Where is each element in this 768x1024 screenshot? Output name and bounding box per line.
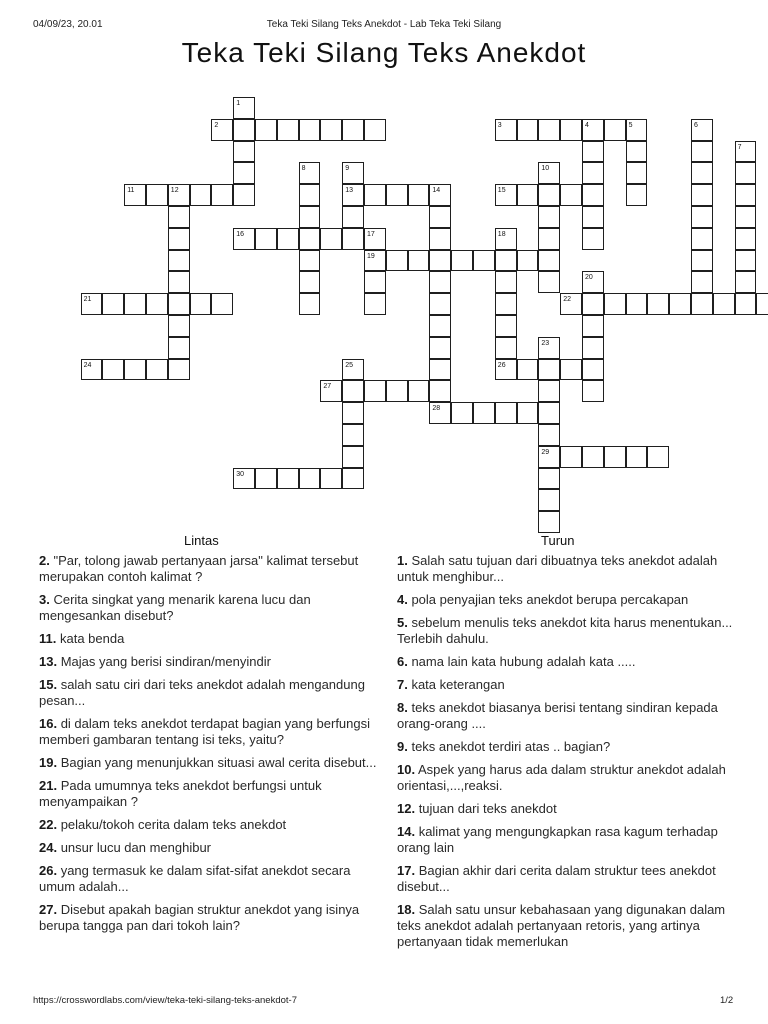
grid-cell[interactable] [735, 271, 757, 293]
down-clue [397, 801, 742, 817]
clue-text: sebelum menulis teks anekdot kita harus menentukan... Terlebih dahulu. [397, 615, 733, 646]
clue-text: yang termasuk ke dalam sifat-sifat anekdot secara umum adalah... [39, 863, 351, 894]
clue-number: 18 [497, 230, 506, 238]
grid-cell[interactable] [538, 206, 560, 228]
clue-number: 21. [39, 778, 58, 793]
clue-number: 16. [39, 716, 58, 731]
grid-cell[interactable] [364, 271, 386, 293]
grid-cell[interactable] [604, 446, 626, 468]
across-clue [39, 553, 379, 585]
down-heading: Turun [541, 533, 575, 548]
clue-number: 26 [497, 361, 506, 369]
clue-number: 6. [397, 654, 408, 669]
clue-number: 11. [39, 631, 57, 646]
grid-cell[interactable] [299, 468, 321, 490]
grid-cell[interactable] [277, 228, 299, 250]
clue-number: 14. [397, 824, 416, 839]
clue-number: 27 [323, 383, 332, 391]
across-clue [39, 902, 379, 934]
grid-cell[interactable] [190, 184, 212, 206]
clue-number: 28 [432, 405, 441, 413]
grid-cell[interactable] [538, 511, 560, 533]
clue-number: 24 [83, 361, 92, 369]
clue-text: Aspek yang harus ada dalam struktur anekdot adalah orientasi,...,reaksi. [397, 762, 726, 793]
grid-cell[interactable] [146, 184, 168, 206]
clue-text: Cerita singkat yang menarik karena lucu dan mengesankan disebut? [39, 592, 311, 623]
grid-cell[interactable] [233, 162, 255, 184]
grid-cell[interactable] [538, 250, 560, 272]
grid-cell[interactable] [299, 293, 321, 315]
grid-cell[interactable] [560, 293, 582, 315]
grid-cell[interactable] [538, 184, 560, 206]
grid-cell[interactable] [451, 402, 473, 424]
clue-text: Disebut apakah bagian struktur anekdot yang isinya berupa tangga pan dari tokoh lain? [39, 902, 360, 933]
grid-cell[interactable] [691, 206, 713, 228]
across-clue [39, 592, 379, 624]
down-clue [397, 863, 742, 895]
across-clue [39, 755, 379, 771]
grid-cell[interactable] [342, 359, 364, 381]
clue-number: 19 [367, 252, 375, 260]
grid-cell[interactable] [146, 359, 168, 381]
across-clue [39, 677, 379, 709]
grid-cell[interactable] [299, 271, 321, 293]
clue-number: 26. [39, 863, 58, 878]
grid-cell[interactable] [342, 162, 364, 184]
grid-cell[interactable] [647, 293, 669, 315]
print-page-title: Teka Teki Silang Teks Anekdot - Lab Teka Teki Silang [266, 19, 502, 30]
grid-cell[interactable] [429, 359, 451, 381]
grid-cell[interactable] [538, 489, 560, 511]
grid-cell[interactable] [735, 293, 757, 315]
grid-cell[interactable] [626, 293, 648, 315]
footer-url: https://crosswordlabs.com/view/teka-teki-silang-teks-anekdot-7 [33, 995, 297, 1006]
grid-cell[interactable] [517, 119, 539, 141]
grid-cell[interactable] [604, 119, 626, 141]
down-clue [397, 615, 742, 647]
grid-cell[interactable] [81, 293, 103, 315]
clue-number: 20 [585, 274, 593, 282]
clue-number: 2. [39, 553, 50, 568]
grid-cell[interactable] [560, 359, 582, 381]
print-datetime: 04/09/23, 20.01 [33, 19, 103, 30]
across-clue [39, 840, 379, 856]
clue-number: 3 [497, 121, 502, 129]
clue-number: 9 [345, 165, 350, 173]
grid-cell[interactable] [538, 271, 560, 293]
clue-text: teks anekdot biasanya berisi tentang sindiran kepada orang-orang .... [397, 700, 718, 731]
down-clue [397, 739, 742, 755]
clue-number: 22 [563, 296, 571, 304]
clue-number: 9. [397, 739, 408, 754]
grid-cell[interactable] [102, 359, 124, 381]
grid-cell[interactable] [538, 446, 560, 468]
grid-cell[interactable] [320, 380, 342, 402]
clue-text: Salah satu unsur kebahasaan yang digunakan dalam teks anekdot adalah pertanyaan retoris, yang artinya pertanyaan tidak memerlukan [397, 902, 726, 949]
grid-cell[interactable] [124, 184, 146, 206]
clue-number: 12. [397, 801, 416, 816]
clue-text: unsur lucu dan menghibur [57, 840, 212, 855]
grid-cell[interactable] [320, 468, 342, 490]
grid-cell[interactable] [495, 250, 517, 272]
grid-cell[interactable] [604, 293, 626, 315]
clue-text: kata benda [56, 631, 125, 646]
grid-cell[interactable] [735, 250, 757, 272]
clue-number: 10. [397, 762, 416, 777]
clue-number: 15 [497, 187, 506, 195]
grid-cell[interactable] [626, 184, 648, 206]
grid-cell[interactable] [233, 184, 255, 206]
clue-text: nama lain kata hubung adalah kata ..... [407, 654, 636, 669]
clue-number: 1 [236, 100, 241, 107]
across-heading: Lintas [184, 533, 219, 548]
clue-text: Bagian yang menunjukkan situasi awal cerita disebut... [57, 755, 377, 770]
clue-text: tujuan dari teks anekdot [415, 801, 557, 816]
across-clue-list [39, 553, 379, 941]
clue-number: 1. [397, 553, 408, 568]
clue-number: 30 [236, 470, 244, 478]
grid-cell[interactable] [255, 468, 277, 490]
footer-page-number: 1/2 [720, 995, 734, 1006]
grid-cell[interactable] [364, 380, 386, 402]
clue-number: 5 [628, 121, 633, 129]
grid-cell[interactable] [647, 446, 669, 468]
grid-cell[interactable] [277, 119, 299, 141]
grid-cell[interactable] [538, 119, 560, 141]
down-clue [397, 902, 742, 950]
clue-text: Bagian akhir dari cerita dalam struktur tees anekdot disebut... [397, 863, 716, 894]
grid-cell[interactable] [429, 271, 451, 293]
down-clue [397, 762, 742, 794]
grid-cell[interactable] [691, 250, 713, 272]
grid-cell[interactable] [538, 359, 560, 381]
clue-text: pola penyajian teks anekdot berupa percakapan [407, 592, 689, 607]
clue-number: 8 [301, 165, 306, 173]
clue-number: 8. [397, 700, 408, 715]
down-clue-list [397, 553, 742, 957]
grid-cell[interactable] [735, 228, 757, 250]
clue-number: 22. [39, 817, 58, 832]
clue-number: 18. [397, 902, 416, 917]
grid-cell[interactable] [429, 293, 451, 315]
grid-cell[interactable] [299, 228, 321, 250]
grid-cell[interactable] [429, 315, 451, 337]
clue-number: 14 [432, 187, 441, 195]
grid-cell[interactable] [429, 184, 451, 206]
grid-cell[interactable] [473, 250, 495, 272]
grid-cell[interactable] [582, 119, 604, 141]
clue-number: 2 [214, 121, 219, 129]
grid-cell[interactable] [211, 119, 233, 141]
grid-cell[interactable] [320, 228, 342, 250]
grid-cell[interactable] [233, 141, 255, 163]
grid-cell[interactable] [560, 184, 582, 206]
clue-text: pelaku/tokoh cerita dalam teks anekdot [57, 817, 287, 832]
grid-cell[interactable] [735, 206, 757, 228]
grid-cell[interactable] [560, 446, 582, 468]
grid-cell[interactable] [691, 141, 713, 163]
grid-cell[interactable] [495, 359, 517, 381]
grid-cell[interactable] [364, 184, 386, 206]
grid-cell[interactable] [364, 250, 386, 272]
grid-cell[interactable] [669, 293, 691, 315]
grid-cell[interactable] [495, 337, 517, 359]
grid-cell[interactable] [386, 380, 408, 402]
grid-cell[interactable] [429, 228, 451, 250]
grid-cell[interactable] [582, 315, 604, 337]
grid-cell[interactable] [538, 468, 560, 490]
grid-cell[interactable] [255, 228, 277, 250]
down-clue [397, 700, 742, 732]
grid-cell[interactable] [582, 359, 604, 381]
clue-text: kalimat yang mengungkapkan rasa kagum terhadap orang lain [397, 824, 718, 855]
clue-number: 23 [541, 339, 550, 347]
grid-cell[interactable] [342, 228, 364, 250]
clue-number: 13. [39, 654, 58, 669]
grid-cell[interactable] [538, 228, 560, 250]
grid-cell[interactable] [124, 359, 146, 381]
grid-cell[interactable] [342, 206, 364, 228]
across-clue [39, 716, 379, 748]
grid-cell[interactable] [626, 141, 648, 163]
grid-cell[interactable] [538, 424, 560, 446]
grid-cell[interactable] [495, 271, 517, 293]
clue-number: 25 [345, 361, 353, 369]
grid-cell[interactable] [299, 250, 321, 272]
grid-cell[interactable] [342, 402, 364, 424]
grid-cell[interactable] [168, 184, 190, 206]
grid-cell[interactable] [168, 315, 190, 337]
grid-cell[interactable] [495, 184, 517, 206]
clue-number: 11 [127, 187, 135, 195]
clue-number: 7 [737, 143, 742, 151]
grid-cell[interactable] [342, 119, 364, 141]
clue-number: 4 [585, 121, 589, 129]
grid-cell[interactable] [408, 380, 430, 402]
clue-number: 7. [397, 677, 408, 692]
grid-cell[interactable] [691, 293, 713, 315]
grid-cell[interactable] [255, 119, 277, 141]
down-clue [397, 592, 742, 608]
grid-cell[interactable] [168, 206, 190, 228]
grid-cell[interactable] [81, 359, 103, 381]
grid-cell[interactable] [233, 97, 255, 119]
grid-cell[interactable] [691, 119, 713, 141]
grid-cell[interactable] [582, 446, 604, 468]
clue-number: 27. [39, 902, 58, 917]
puzzle-title: Teka Teki Silang Teks Anekdot [181, 37, 587, 68]
clue-text: teks anekdot terdiri atas .. bagian? [407, 739, 611, 754]
grid-cell[interactable] [364, 228, 386, 250]
clue-text: salah satu ciri dari teks anekdot adalah mengandung pesan... [39, 677, 365, 708]
grid-cell[interactable] [168, 250, 190, 272]
clue-number: 17 [367, 230, 375, 238]
grid-cell[interactable] [538, 380, 560, 402]
clue-number: 5. [397, 615, 408, 630]
grid-cell[interactable] [429, 250, 451, 272]
grid-cell[interactable] [495, 315, 517, 337]
grid-cell[interactable] [713, 293, 735, 315]
grid-cell[interactable] [146, 293, 168, 315]
clue-number: 24. [39, 840, 58, 855]
grid-cell[interactable] [582, 184, 604, 206]
grid-cell[interactable] [517, 250, 539, 272]
grid-cell[interactable] [517, 359, 539, 381]
grid-cell[interactable] [473, 402, 495, 424]
grid-cell[interactable] [735, 184, 757, 206]
across-clue [39, 817, 379, 833]
grid-cell[interactable] [386, 184, 408, 206]
grid-cell[interactable] [451, 250, 473, 272]
clue-number: 29 [541, 448, 550, 456]
clue-number: 17. [397, 863, 416, 878]
grid-cell[interactable] [582, 337, 604, 359]
grid-cell[interactable] [299, 206, 321, 228]
grid-cell[interactable] [517, 402, 539, 424]
grid-cell[interactable] [582, 271, 604, 293]
grid-cell[interactable] [582, 162, 604, 184]
grid-cell[interactable] [233, 468, 255, 490]
grid-cell[interactable] [342, 184, 364, 206]
grid-cell[interactable] [495, 402, 517, 424]
grid-cell[interactable] [517, 184, 539, 206]
grid-cell[interactable] [691, 162, 713, 184]
grid-cell[interactable] [538, 402, 560, 424]
grid-cell[interactable] [168, 293, 190, 315]
clue-number: 21 [83, 296, 92, 304]
clue-number: 19. [39, 755, 58, 770]
grid-cell[interactable] [691, 228, 713, 250]
grid-cell[interactable] [102, 293, 124, 315]
clue-number: 16 [236, 230, 244, 238]
grid-cell[interactable] [538, 337, 560, 359]
grid-cell[interactable] [190, 293, 212, 315]
grid-cell[interactable] [168, 228, 190, 250]
grid-cell[interactable] [342, 446, 364, 468]
grid-cell[interactable] [299, 184, 321, 206]
grid-cell[interactable] [582, 293, 604, 315]
across-clue [39, 778, 379, 810]
grid-cell[interactable] [168, 271, 190, 293]
grid-cell[interactable] [582, 141, 604, 163]
grid-cell[interactable] [299, 162, 321, 184]
grid-cell[interactable] [429, 380, 451, 402]
grid-cell[interactable] [408, 250, 430, 272]
grid-cell[interactable] [386, 250, 408, 272]
grid-cell[interactable] [211, 184, 233, 206]
across-clue [39, 631, 379, 647]
grid-cell[interactable] [168, 359, 190, 381]
clue-text: Salah satu tujuan dari dibuatnya teks anekdot adalah untuk menghibur... [397, 553, 718, 584]
grid-cell[interactable] [233, 228, 255, 250]
across-clue [39, 654, 379, 670]
clue-text: "Par, tolong jawab pertanyaan jarsa" kalimat tersebut merupakan contoh kalimat ? [39, 553, 359, 584]
across-clue [39, 863, 379, 895]
down-clue [397, 553, 742, 585]
clue-text: kata keterangan [407, 677, 505, 692]
clue-number: 15. [39, 677, 58, 692]
down-clue [397, 654, 742, 670]
grid-cell[interactable] [626, 119, 648, 141]
clue-text: di dalam teks anekdot terdapat bagian yang berfungsi memberi gambaran tentang isi teks, yaitu? [39, 716, 371, 747]
grid-cell[interactable] [538, 162, 560, 184]
grid-cell[interactable] [582, 380, 604, 402]
grid-cell[interactable] [691, 184, 713, 206]
grid-cell[interactable] [364, 119, 386, 141]
grid-cell[interactable] [582, 228, 604, 250]
grid-cell[interactable] [495, 228, 517, 250]
grid-cell[interactable] [691, 271, 713, 293]
grid-cell[interactable] [342, 424, 364, 446]
grid-cell[interactable] [582, 206, 604, 228]
grid-cell[interactable] [626, 162, 648, 184]
grid-cell[interactable] [560, 119, 582, 141]
grid-cell[interactable] [320, 119, 342, 141]
grid-cell[interactable] [429, 206, 451, 228]
grid-cell[interactable] [429, 402, 451, 424]
grid-cell[interactable] [211, 293, 233, 315]
grid-cell[interactable] [495, 119, 517, 141]
clue-text: Majas yang berisi sindiran/menyindir [57, 654, 271, 669]
clue-number: 10 [541, 165, 550, 173]
grid-cell[interactable] [429, 337, 451, 359]
clue-number: 13 [345, 187, 353, 195]
clue-number: 12 [170, 187, 179, 195]
grid-cell[interactable] [495, 293, 517, 315]
grid-cell[interactable] [299, 119, 321, 141]
clue-number: 4. [397, 592, 408, 607]
clue-text: Pada umumnya teks anekdot berfungsi untuk menyampaikan ? [39, 778, 322, 809]
grid-cell[interactable] [277, 468, 299, 490]
clue-number: 6 [694, 121, 698, 129]
grid-cell[interactable] [168, 337, 190, 359]
grid-cell[interactable] [735, 162, 757, 184]
clue-number: 3. [39, 592, 50, 607]
down-clue [397, 824, 742, 856]
grid-cell[interactable] [342, 468, 364, 490]
grid-cell[interactable] [124, 293, 146, 315]
grid-cell[interactable] [408, 184, 430, 206]
grid-cell[interactable] [342, 380, 364, 402]
grid-cell[interactable] [626, 446, 648, 468]
grid-cell[interactable] [233, 119, 255, 141]
down-clue [397, 677, 742, 693]
grid-cell[interactable] [735, 141, 757, 163]
grid-cell[interactable] [364, 293, 386, 315]
grid-cell[interactable] [756, 293, 768, 315]
